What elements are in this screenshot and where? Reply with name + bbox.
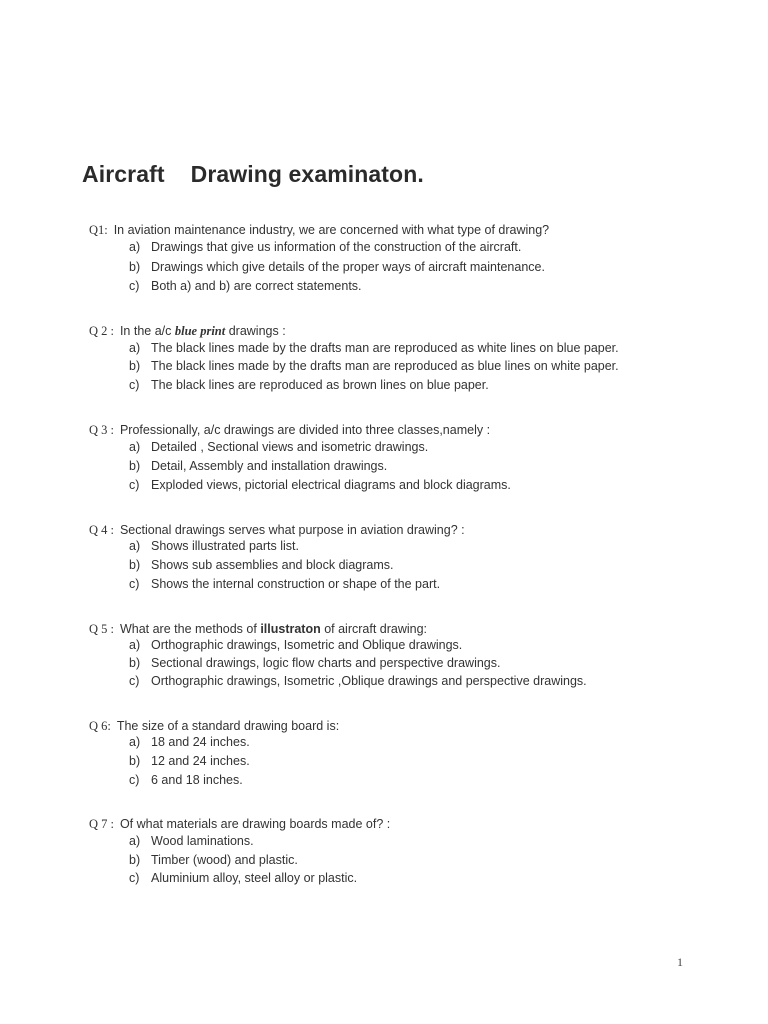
option-letter: c) [129, 478, 140, 492]
title-word-aircraft: Aircraft [82, 161, 165, 187]
option-text: The black lines are reproduced as brown lines on blue paper. [151, 378, 489, 392]
option-letter: c) [129, 378, 140, 392]
option-text: Exploded views, pictorial electrical diagrams and block diagrams. [151, 478, 511, 492]
q5-option-c [129, 674, 587, 688]
option-text: The black lines made by the drafts man are reproduced as white lines on blue paper. [151, 341, 619, 355]
question-text: Professionally, a/c drawings are divided into three classes,namely : [119, 423, 491, 437]
q3-option-b [129, 459, 387, 473]
option-letter: a) [129, 638, 141, 652]
question-number: Q 7 : [88, 817, 114, 831]
q6-option-c [129, 773, 243, 787]
question-text: The size of a standard drawing board is: [116, 719, 340, 733]
option-letter: a) [129, 341, 141, 355]
option-text: Orthographic drawings, Isometric ,Oblique drawings and perspective drawings. [151, 674, 587, 688]
option-letter: a) [129, 834, 141, 848]
option-letter: c) [129, 577, 140, 591]
question-3 [82, 409, 490, 438]
option-text: Detail, Assembly and installation drawings. [151, 459, 388, 473]
option-text: Wood laminations. [151, 834, 254, 848]
option-letter: b) [129, 754, 141, 768]
question-number: Q 6: [88, 719, 111, 733]
option-text: Drawings that give us information of the construction of the aircraft. [151, 240, 522, 254]
question-emphasis: blue print [174, 324, 226, 338]
question-number: Q 2 : [88, 324, 114, 338]
option-text: 6 and 18 inches. [151, 773, 243, 787]
page-number: 1 [677, 955, 683, 969]
q1-option-c [129, 279, 362, 293]
q5-option-b [129, 656, 500, 670]
option-text: The black lines made by the drafts man are reproduced as blue lines on white paper. [151, 359, 619, 373]
q3-option-c [129, 478, 511, 492]
q6-option-b [129, 754, 250, 768]
q6-option-a [129, 735, 250, 749]
option-letter: b) [129, 656, 141, 670]
q5-option-a [129, 638, 462, 652]
question-text: In aviation maintenance industry, we are concerned with what type of drawing? [113, 223, 550, 237]
question-number: Q 3 : [88, 423, 114, 437]
option-letter: b) [129, 260, 141, 274]
question-number: Q1: [88, 223, 108, 237]
option-text: Aluminium alloy, steel alloy or plastic. [151, 871, 358, 885]
option-letter: a) [129, 440, 141, 454]
option-letter: a) [129, 735, 141, 749]
option-letter: c) [129, 871, 140, 885]
question-text-after: drawings : [225, 324, 286, 338]
q2-option-c [129, 378, 489, 392]
option-letter: c) [129, 279, 140, 293]
option-text: 18 and 24 inches. [151, 735, 250, 749]
option-text: Shows illustrated parts list. [151, 539, 299, 553]
question-text-before: What are the methods of [119, 622, 261, 636]
q7-option-a [129, 834, 254, 848]
question-number: Q 5 : [88, 622, 114, 636]
question-4 [82, 509, 465, 538]
option-text: Shows sub assemblies and block diagrams. [151, 558, 394, 572]
q4-option-a [129, 539, 299, 553]
option-text: Orthographic drawings, Isometric and Oblique drawings. [151, 638, 463, 652]
option-letter: a) [129, 539, 141, 553]
q2-option-a [129, 341, 619, 355]
option-letter: b) [129, 459, 141, 473]
question-emphasis: illustraton [260, 622, 321, 636]
question-5 [82, 608, 427, 637]
question-7 [82, 803, 390, 832]
q3-option-a [129, 440, 428, 454]
question-text: Of what materials are drawing boards made of? : [119, 817, 391, 831]
q7-option-b [129, 853, 298, 867]
option-letter: a) [129, 240, 141, 254]
q1-option-a [129, 240, 521, 254]
option-text: Shows the internal construction or shape of the part. [151, 577, 441, 591]
option-letter: b) [129, 853, 141, 867]
option-text: Timber (wood) and plastic. [151, 853, 298, 867]
q4-option-c [129, 577, 440, 591]
q2-option-b [129, 359, 619, 373]
question-number: Q 4 : [88, 523, 114, 537]
question-1 [82, 209, 549, 238]
option-text: Drawings which give details of the proper ways of aircraft maintenance. [151, 260, 545, 274]
q7-option-c [129, 871, 357, 885]
option-text: 12 and 24 inches. [151, 754, 250, 768]
option-letter: b) [129, 558, 141, 572]
title-drawing-examination: Drawing examinaton. [190, 161, 424, 187]
question-2 [82, 310, 286, 339]
option-text: Sectional drawings, logic flow charts and perspective drawings. [151, 656, 501, 670]
option-letter: b) [129, 359, 141, 373]
question-text-after: of aircraft drawing: [320, 622, 428, 636]
q1-option-b [129, 260, 545, 274]
option-letter: c) [129, 674, 140, 688]
option-text: Detailed , Sectional views and isometric drawings. [151, 440, 429, 454]
question-6 [82, 705, 339, 734]
option-text: Both a) and b) are correct statements. [151, 279, 362, 293]
option-letter: c) [129, 773, 140, 787]
question-text-before: In the a/c [119, 324, 175, 338]
document-title [82, 161, 424, 188]
q4-option-b [129, 558, 393, 572]
question-text: Sectional drawings serves what purpose in aviation drawing? : [119, 523, 465, 537]
